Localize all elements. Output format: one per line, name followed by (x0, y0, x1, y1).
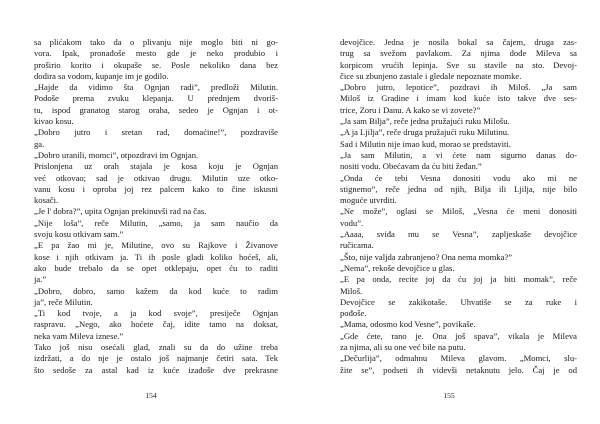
text-line: sa plićakom tako da o plivanju nije moglo biti ni go- (34, 37, 278, 47)
text-line: trice, Zoru i Danu. A kako se vi zovete?” (340, 104, 481, 115)
text-line: dodira sa vodom, kupanje im je godilo. (34, 70, 169, 81)
text-line: što sedoše za astal kad iz kuće izađoše dve prekrasne (34, 364, 278, 375)
text-line: ručicama. (340, 240, 374, 251)
text-line: moguće utvrditi. (340, 195, 397, 206)
text-line: Sad i Milutin nije imao kud, morao se predstaviti. (340, 138, 511, 149)
left-page-number: 154 (145, 391, 157, 400)
text-line: „Dobro jutro, lepotice”, pozdravi ih Miloš. „Ja sam (340, 82, 577, 93)
text-line: kosači. (34, 195, 59, 206)
text-line: nositi vodu. Obećavam da ću biti žeđan.” (340, 161, 482, 172)
text-line: „Nije loša”, reče Milutin, „samo, ja sam naučio da (34, 217, 278, 228)
text-line: ja.” (34, 274, 47, 285)
text-line: „A ja Ljilja”, reče druga pružajući ruku Milutinu. (340, 127, 510, 138)
text-line: proširio korito i okupaše se. Posle nekoliko dana bez (34, 59, 278, 70)
text-line: ga. (34, 138, 45, 149)
text-line: „Dobro, dobro, samo kažem da kod kuće to radim (34, 285, 278, 296)
right-page (300, 0, 600, 424)
text-line: Tako još nisu osećali glad, znali su da do užine treba (34, 342, 278, 353)
text-line: izdržati, a do nje je ostalo još najmanje četiri sata. Tek (34, 353, 278, 364)
text-line: „Aaaa, sviđa mu se Vesna”, zapljeskaše devojčice (340, 229, 577, 240)
text-line: vora. Ipak, pronađoše mesto gde je neko produbio i (34, 48, 278, 59)
text-line: kivao kosu. (34, 116, 74, 127)
text-line: neka vam Mileva iznese.” (34, 330, 124, 341)
text-line: „Što, nije valjda zabranjeno? Ona nema momka?” (340, 251, 513, 262)
left-page-text (34, 37, 278, 376)
text-line: „E pa onda, recite joj da ću joj ja biti momak”, reče (340, 274, 577, 285)
text-line: „Ne može”, oglasi se Miloš, „Vesna će meni donositi (340, 206, 577, 217)
text-line: vanu kosu i oproba joj rez palcem kako to čine iskusni (34, 183, 278, 194)
text-line: „Dobro uranili, momci”, otpozdravi im Ognjan. (34, 149, 199, 160)
text-line: svoju kosu otkivam sam.” (34, 229, 124, 240)
text-line: trug sa svežom pavlakom. Za njima dođe Mileva sa (340, 48, 577, 59)
text-line: već otkovao; sad je otkivao drugu. Milutin uze otko- (34, 172, 278, 183)
text-line: Miloš iz Gradine i imam kod kuće isto takve dve ses- (340, 93, 577, 104)
right-page-number: 155 (443, 391, 455, 400)
text-line: „Onda će tebi Vesna donositi vodu ako mi ne (340, 172, 577, 183)
text-line: Miloš. (340, 285, 363, 296)
text-line: za njima, ali su one već bile na putu. (340, 342, 466, 353)
text-line: stignemo”, reče jedna od njih, Bilja ili Ljilja, nije bilo (340, 183, 577, 194)
text-line: ja”, reče Milutin. (34, 296, 93, 307)
text-line: devojčice. Jedna je nosila bokal sa čajem, druga zas- (340, 37, 577, 47)
text-line: Podoše prema zvuku klepanja. U prednjem dvoriš- (34, 93, 278, 104)
text-line: „Gde ćete, rano je. Ona još spava”, vikala je Mileva (340, 330, 577, 341)
text-line: „Dobro jutro i sretan rad, domaćine!”, pozdraviše (34, 127, 278, 138)
text-line: „E pa žao mi je, Milutine, ovo su Rajkove i Živanove (34, 240, 278, 251)
text-line: Prislonjena uz orah stajala je kosa koju je Ognjan (34, 161, 278, 172)
text-line: „Mama, odosmo kod Vesne”, povikaše. (340, 319, 476, 330)
text-line: Devojčice se zakikotaše. Uhvatiše se za ruke i (340, 296, 577, 307)
right-page-text (340, 37, 577, 376)
text-line: raspravu. „Nego, ako hoćete čaj, idite tamo na doksat, (34, 319, 278, 330)
text-line: korpicom vrućih lepinja. Sve su stavile na sto. Devoj- (340, 59, 577, 70)
text-line: pođoše. (340, 308, 367, 319)
text-line: „Dečurlija”, odmahnu Mileva glavom. „Momci, slu- (340, 353, 577, 364)
text-line: kose i njih otkivam ja. Ti ih posle gladi koliko hoćeš, ali, (34, 251, 278, 262)
text-line: „Nema”, rekoše devojčice u glas. (340, 262, 455, 273)
text-line: tu, ispod granatog starog oraha, sedeo je Ognjan i ot- (34, 104, 278, 115)
text-line: ako bude trebalo da se opet otklepaju, opet ću to raditi (34, 262, 278, 273)
text-line: „Ja sam Bilja”, reče jedna pružajući ruku Milošu. (340, 116, 510, 127)
text-line: „Je l' dobra?”, upita Ognjan prekinuvši rad na čas. (34, 206, 207, 217)
text-line: „Ti kod tvoje, a ja kod svoje”, presiječe Ognjan (34, 308, 278, 319)
text-line: žite se”, podseti ih videvši netaknutu jelo. Čaj je od (340, 364, 577, 375)
text-line: čice su zbunjeno zastale i gledale nepoznate momke. (340, 70, 522, 81)
text-line: „Ja sam Milutin, a vi ćete nam sigurno danas do- (340, 149, 577, 160)
text-line: „Hajde da vidimo šta Ognjan radi”, predloži Milutin. (34, 82, 278, 93)
text-line: vodu”. (340, 217, 364, 228)
